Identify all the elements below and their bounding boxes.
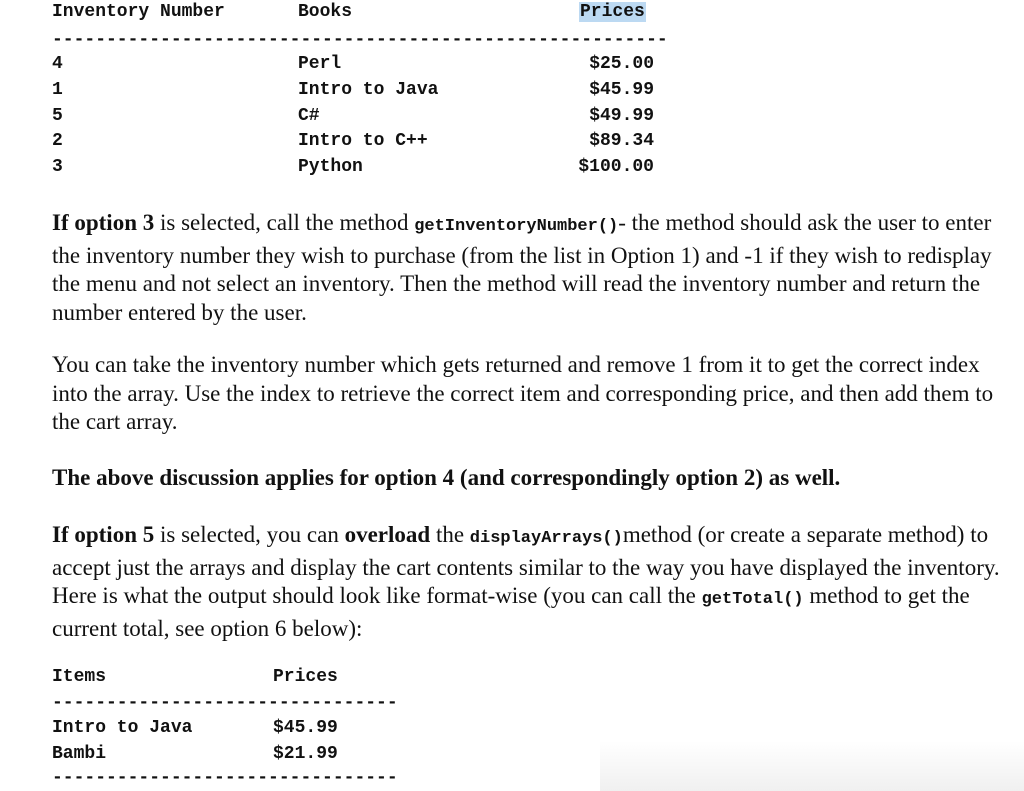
- items-header: Items: [52, 667, 107, 687]
- row-number: 4: [52, 54, 63, 74]
- row-book: Python: [298, 157, 363, 177]
- page-edge-shadow: [600, 740, 1024, 791]
- prices-header: Prices: [580, 2, 645, 22]
- row-price: $45.99: [589, 80, 654, 100]
- cart-divider-bottom: --------------------------------: [52, 768, 398, 788]
- get-inventory-number-code: getInventoryNumber(): [414, 217, 619, 236]
- display-arrays-code: displayArrays(): [469, 529, 623, 548]
- row-number: 2: [52, 131, 63, 151]
- index-paragraph: You can take the inventory number which gets returned and remove 1 from it to get the correct index into the array. Use the index to retrieve the correct item and corresponding price, and then add them to the cart array.: [52, 352, 994, 434]
- option-4-paragraph: [52, 464, 1007, 493]
- get-total-code: getTotal(): [701, 590, 804, 609]
- row-book: Intro to C++: [298, 131, 428, 151]
- cart-price: $45.99: [273, 718, 338, 738]
- row-number: 1: [52, 80, 63, 100]
- option-5-paragraph: [52, 521, 1007, 643]
- option-3-label: If option 3: [52, 210, 155, 235]
- option-3-text: is selected, call the method: [154, 210, 415, 235]
- inventory-divider: ---------------------------------------------------------: [52, 30, 668, 50]
- row-book: Perl: [298, 54, 342, 74]
- option-4-text: The above discussion applies for option 4 (and correspondingly option 2) as well.: [52, 465, 841, 490]
- cart-item: Intro to Java: [52, 718, 193, 738]
- option-3-paragraph: [52, 209, 1007, 327]
- cart-prices-header: Prices: [273, 667, 338, 687]
- row-price: $25.00: [589, 54, 654, 74]
- option-3-description: - the method should ask the user to enter the inventory number they wish to purchase (from the list in Option 1) and -1 if they wish to redisplay the menu and not select an inventory. Then the method will read the inventory number and return the number entered by the user.: [52, 210, 992, 325]
- row-book: C#: [298, 106, 320, 126]
- row-price: $89.34: [589, 131, 654, 151]
- books-header: Books: [298, 2, 353, 22]
- row-book: Intro to Java: [298, 80, 439, 100]
- inventory-number-header: Inventory Number: [52, 2, 225, 22]
- cart-divider-top: --------------------------------: [52, 693, 398, 713]
- row-price: $100.00: [578, 157, 654, 177]
- row-price: $49.99: [589, 106, 654, 126]
- option-5-description-end: method to get the current total, see option 6 below):: [52, 583, 970, 641]
- cart-item: Bambi: [52, 744, 107, 764]
- option-5-label: If option 5: [52, 522, 155, 547]
- row-number: 5: [52, 106, 63, 126]
- cart-price: $21.99: [273, 744, 338, 764]
- option-5-description: method (or create a separate method) to accept just the arrays and display the cart contents similar to the way you have displayed the inventory. Here is what the output should look like format-wise (you can call the: [52, 522, 1000, 608]
- row-number: 3: [52, 157, 63, 177]
- option-5-text-2: the: [430, 522, 470, 547]
- overload-word: overload: [344, 522, 431, 547]
- option-5-text: is selected, you can: [154, 522, 345, 547]
